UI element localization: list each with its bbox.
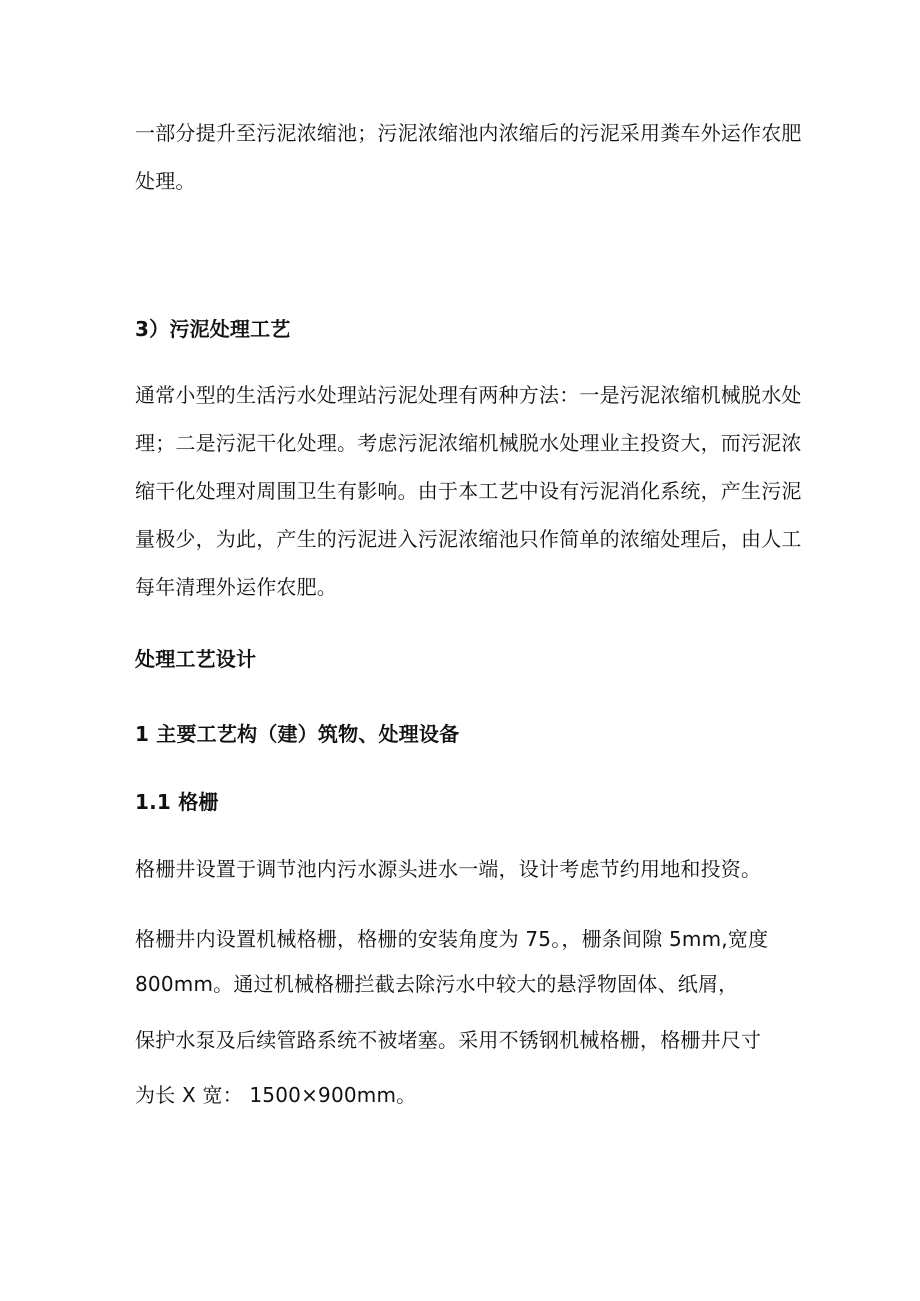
grille-paragraph-2-line-4: 为长 X 宽： 1500×900mm。 xyxy=(135,1083,417,1107)
intro-line-2: 处理。 xyxy=(135,169,196,193)
sludge-process-line-4: 量极少，为此，产生的污泥进入污泥浓缩池只作简单的浓缩处理后，由人工 xyxy=(135,527,802,551)
intro-line-1: 一部分提升至污泥浓缩池；污泥浓缩池内浓缩后的污泥采用粪车外运作农肥 xyxy=(135,121,802,145)
grille-paragraph-2-line-2: 800mm。通过机械格栅拦截去除污水中较大的悬浮物固体、纸屑， xyxy=(135,972,739,996)
grille-paragraph-2-line-1: 格栅井内设置机械格栅，格栅的安装角度为 75。，栅条间隙 5mm,宽度 xyxy=(135,927,769,951)
grille-paragraph-1: 格栅井设置于调节池内污水源头进水一端，设计考虑节约用地和投资。 xyxy=(135,857,762,881)
sludge-process-heading: 3）污泥处理工艺 xyxy=(135,317,291,341)
grille-heading: 1.1 格栅 xyxy=(135,790,219,814)
design-heading: 处理工艺设计 xyxy=(135,647,257,671)
sludge-process-line-1: 通常小型的生活污水处理站污泥处理有两种方法：一是污泥浓缩机械脱水处 xyxy=(135,383,802,407)
sludge-process-line-5: 每年清理外运作农肥。 xyxy=(135,575,337,599)
sludge-process-line-3: 缩干化处理对周围卫生有影响。由于本工艺中设有污泥消化系统，产生污泥 xyxy=(135,479,802,503)
sludge-process-line-2: 理；二是污泥干化处理。考虑污泥浓缩机械脱水处理业主投资大，而污泥浓 xyxy=(135,431,802,455)
grille-paragraph-2-line-3: 保护水泵及后续管路系统不被堵塞。采用不锈钢机械格栅，格栅井尺寸 xyxy=(135,1028,762,1052)
main-structures-heading: 1 主要工艺构（建）筑物、处理设备 xyxy=(135,722,460,746)
